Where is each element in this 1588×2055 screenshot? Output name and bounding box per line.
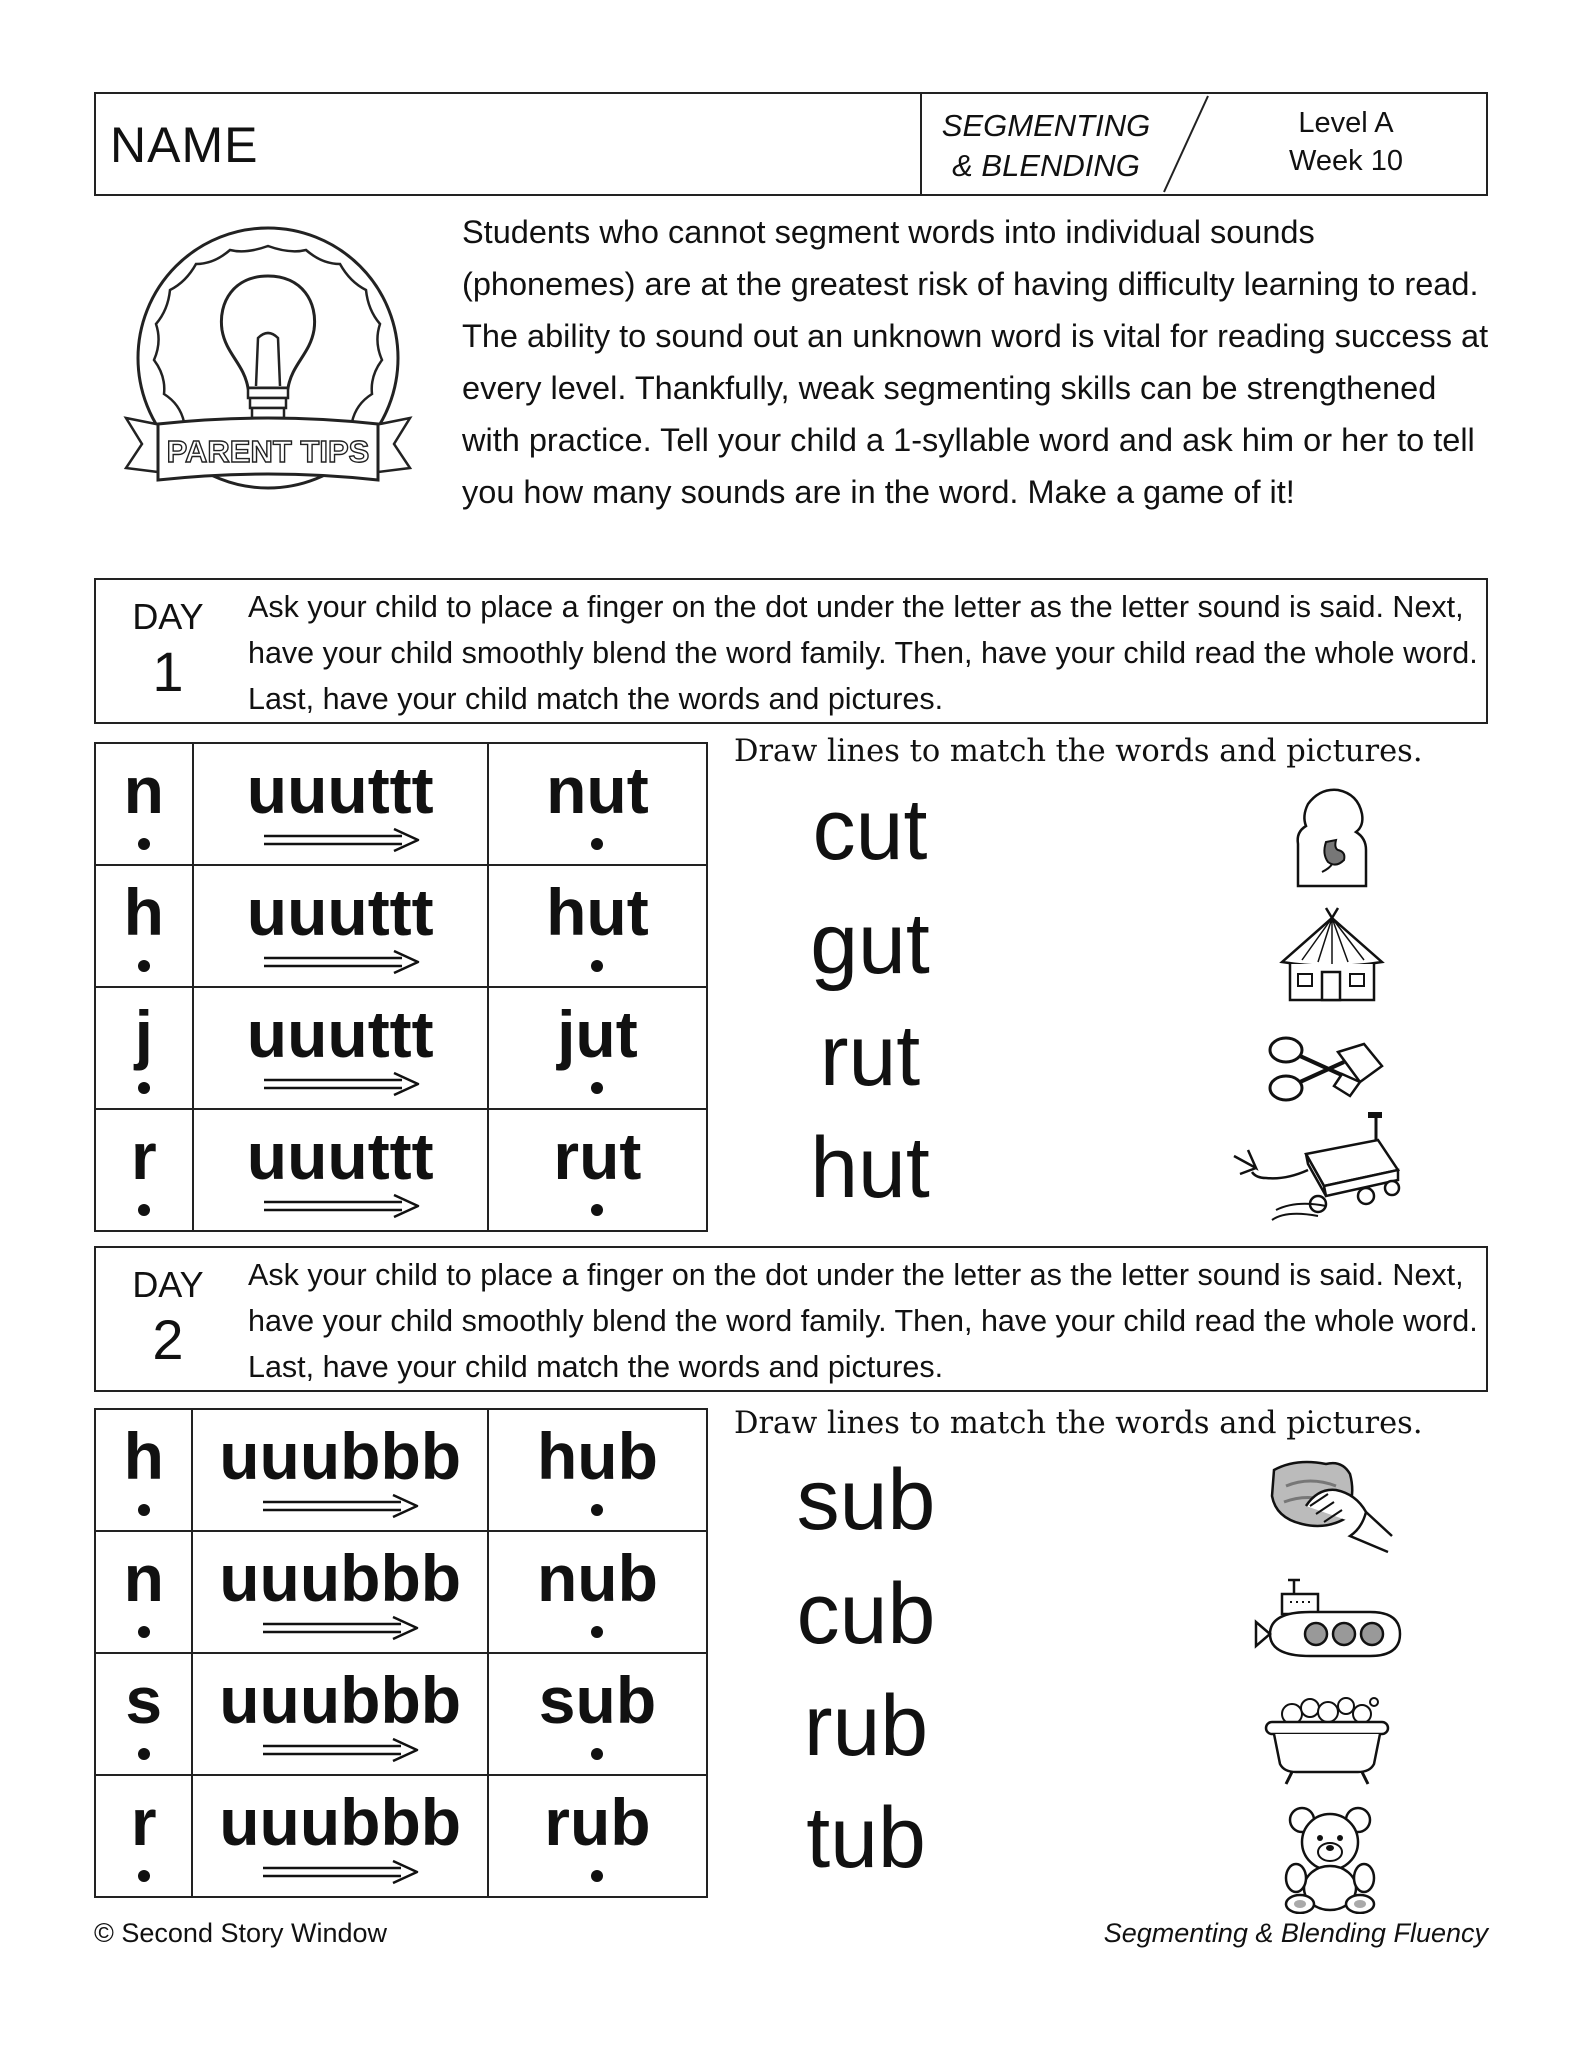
word-cell [488,1109,707,1231]
onset-letter: n [123,1541,164,1615]
match-word[interactable]: cut [812,782,928,878]
family-cell [192,1409,487,1531]
name-label: NAME [110,117,259,173]
sound-dot[interactable] [591,1204,603,1216]
onset-letter: j [134,997,153,1071]
blend-arrow-icon [193,1614,489,1642]
sound-dot[interactable] [138,960,150,972]
letter-cell [95,1109,193,1231]
word-cell [488,743,707,865]
scissors-icon[interactable] [1264,1030,1394,1110]
whole-word: rub [544,1785,651,1859]
worksheet-header [94,92,1488,196]
topic-line-2: & BLENDING [952,148,1140,183]
header-slash [1156,94,1216,194]
onset-letter: h [123,875,164,949]
copyright-text: © Second Story Window [94,1918,388,1948]
letter-cell [95,743,193,865]
day-number: 2 [152,1308,184,1371]
word-cell [488,1531,707,1653]
day-instructions-text: Ask your child to place a finger on the dot under the letter as the letter sound is said. Next, have your child smoothly blend the word family. Then, have your child read the whole word. Last, have your child match the words and pictures. [248,590,1478,716]
letter-cell [95,1653,192,1775]
letter-cell [95,1409,192,1531]
blend-arrow-icon [194,826,490,854]
match-word[interactable]: cub [796,1566,936,1662]
word-cell [488,1409,707,1531]
hand-rubbing-icon[interactable] [1266,1456,1396,1556]
table-row [95,743,707,865]
badge-label: PARENT TIPS [166,434,370,469]
parent-tips-text: Students who cannot segment words into individual sounds (phonemes) are at the greatest risk of having difficulty learning to read. The ability to sound out an unknown word is vital for reading success at every level. Thankfully, weak segmenting skills can be strengthened with practice. Tell your child a 1-syllable word and ask him or her to tell you how many sounds are in the word. Make a game of it! [462,214,1489,510]
word-family: uuubbb [219,1785,462,1859]
day-2-instructions [94,1246,1488,1392]
sound-dot[interactable] [591,1626,603,1638]
sound-dot[interactable] [591,1082,603,1094]
family-cell [193,1109,488,1231]
whole-word: jut [557,997,638,1071]
teddy-bear-icon[interactable] [1278,1804,1382,1914]
hut-icon[interactable] [1272,904,1392,1004]
day-label: DAY [132,1264,204,1305]
table-row [95,865,707,987]
table-row [95,1409,707,1531]
family-cell [193,865,488,987]
day-1-instructions [94,578,1488,724]
blend-arrow-icon [194,1192,490,1220]
blend-arrow-icon [193,1492,489,1520]
whole-word: nut [546,753,649,827]
level-week [1246,104,1446,180]
stomach-icon[interactable] [1292,786,1372,888]
match-word[interactable]: rut [819,1008,921,1104]
sound-dot[interactable] [591,1504,603,1516]
onset-letter: h [123,1419,164,1493]
whole-word: hub [536,1419,658,1493]
word-family: uuuttt [246,997,434,1071]
word-family: uuuttt [246,1119,434,1193]
letter-cell [95,987,193,1109]
sound-dot[interactable] [591,1870,603,1882]
header-divider [920,94,922,194]
letter-cell [95,1775,192,1897]
whole-word: nub [536,1541,658,1615]
onset-letter: r [130,1119,157,1193]
match-word[interactable]: sub [796,1452,936,1548]
family-cell [193,987,488,1109]
table-row [95,1653,707,1775]
table-row [95,1775,707,1897]
table-row [95,987,707,1109]
worksheet-topic [936,106,1156,186]
onset-letter: s [125,1663,163,1737]
match-word[interactable]: tub [806,1790,926,1886]
match-word[interactable]: gut [810,896,930,992]
day-2-blend-table [94,1408,708,1898]
lightbulb-icon [221,276,314,418]
blend-arrow-icon [194,948,490,976]
series-title: Segmenting & Blending Fluency [1103,1918,1488,1948]
sound-dot[interactable] [138,1504,150,1516]
word-family: uuubbb [219,1419,462,1493]
day-instructions-text: Ask your child to place a finger on the dot under the letter as the letter sound is said. Next, have your child smoothly blend the word family. Then, have your child read the whole word. Last, have your child match the words and pictures. [248,1258,1478,1384]
blend-arrow-icon [193,1736,489,1764]
topic-line-1: SEGMENTING [941,108,1151,143]
whole-word: sub [538,1663,657,1737]
submarine-icon[interactable] [1250,1574,1410,1670]
family-cell [192,1531,487,1653]
blend-arrow-icon [193,1858,489,1886]
word-family: uuubbb [219,1541,462,1615]
table-row [95,1109,707,1231]
word-family: uuuttt [246,753,434,827]
whole-word: rut [553,1119,642,1193]
family-cell [192,1653,487,1775]
word-family: uuubbb [219,1663,462,1737]
sound-dot[interactable] [138,1870,150,1882]
bathtub-icon[interactable] [1262,1694,1392,1786]
wagon-icon[interactable] [1226,1110,1406,1226]
whole-word: hut [546,875,649,949]
parent-tips-badge [118,218,418,518]
day-number: 1 [152,640,184,703]
sound-dot[interactable] [138,1748,150,1760]
word-family: uuuttt [246,875,434,949]
letter-cell [95,865,193,987]
family-cell [192,1775,487,1897]
onset-letter: n [123,753,164,827]
sound-dot[interactable] [138,1082,150,1094]
word-cell [488,1653,707,1775]
sound-dot[interactable] [591,838,603,850]
level-label: Level A [1298,107,1394,139]
day-label: DAY [132,596,204,637]
match-word[interactable]: rub [803,1678,929,1774]
sound-dot[interactable] [138,838,150,850]
family-cell [193,743,488,865]
word-cell [488,865,707,987]
match-instructions: Draw lines to match the words and pictures. [734,734,1423,769]
blend-arrow-icon [194,1070,490,1098]
word-cell [488,987,707,1109]
match-instructions: Draw lines to match the words and pictures. [734,1406,1423,1441]
match-word[interactable]: hut [810,1120,930,1216]
sound-dot[interactable] [138,1204,150,1216]
sound-dot[interactable] [138,1626,150,1638]
table-row [95,1531,707,1653]
week-label: Week 10 [1289,145,1403,177]
day-1-blend-table [94,742,708,1232]
sound-dot[interactable] [591,960,603,972]
word-cell [488,1775,707,1897]
sound-dot[interactable] [591,1748,603,1760]
letter-cell [95,1531,192,1653]
onset-letter: r [130,1785,157,1859]
